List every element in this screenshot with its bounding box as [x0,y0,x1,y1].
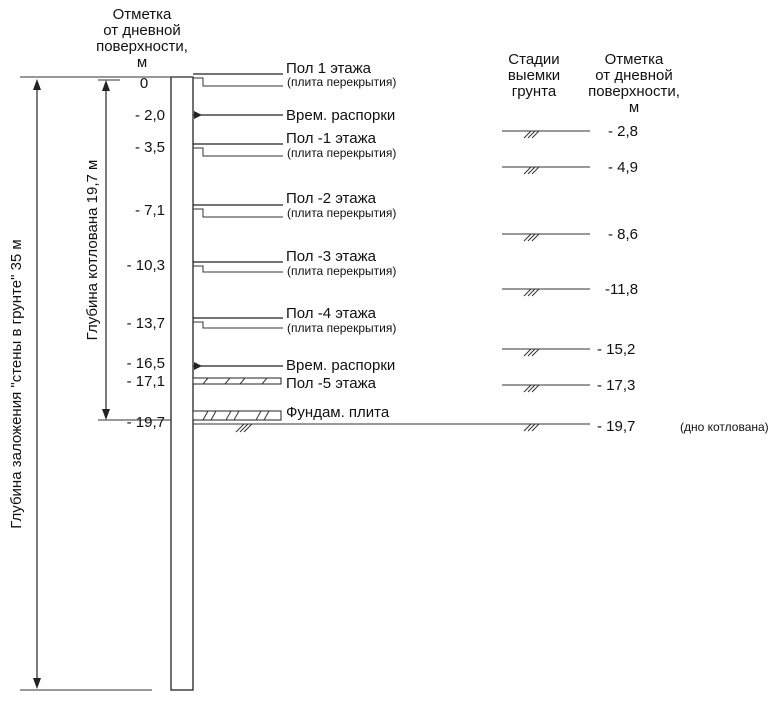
stage-marker [502,226,638,243]
elev-label-7: - 17,1 [126,373,165,390]
floor-minus-2-sub: (плита перекрытия) [287,206,397,220]
left-header-line-1: Отметка [112,6,172,23]
stage-elev-5: - 15,2 [597,341,636,358]
floor-minus-3-title: Пол -3 этажа [286,248,376,265]
slab-floor-1 [193,74,283,86]
floor-minus-3-sub: (плита перекрытия) [287,264,397,278]
stage-marker [502,159,638,176]
temporary-strut-1 [193,111,283,119]
stages-header-line-1: Стадии [508,51,560,68]
left-elevations [127,75,165,431]
stage-elev-4: -11,8 [605,281,639,298]
foundation-title: Фундам. плита [286,404,390,421]
right-elev-header-line-1: Отметка [604,51,664,68]
stages-header [508,51,560,100]
elev-label-6: - 16,5 [126,355,165,372]
elev-label-3: - 7,1 [134,202,165,219]
structural-elements [193,74,590,432]
foundation-slab [193,411,281,420]
floor-minus-1-sub: (плита перекрытия) [287,146,397,160]
stage-elev-2: - 4,9 [608,159,639,176]
stage-elev-6: - 17,3 [597,377,636,394]
elev-label-0: 0 [139,75,149,92]
left-header [96,6,188,71]
elev-label-1: - 2,0 [134,107,165,124]
right-elev-header-line-4: м [628,99,640,116]
stage-marker [502,377,635,394]
stage-elev-1: - 2,8 [608,123,639,140]
floor-1-title: Пол 1 этажа [286,60,371,77]
pit-depth-dimension [84,80,110,420]
right-elev-header-line-3: поверхности, [588,83,680,100]
wall-depth-label: Глубина заложения "стены в грунте" 35 м [8,239,25,529]
elev-label-2: - 3,5 [134,139,165,156]
floor-minus-1-title: Пол -1 этажа [286,130,376,147]
stage-marker [524,418,769,435]
slab-floor-minus-5 [193,378,281,384]
floor-minus-4-sub: (плита перекрытия) [287,321,397,335]
left-header-line-3: поверхности, [96,38,188,55]
left-header-line-2: от дневной [103,22,181,39]
elev-label-8: - 19,7 [126,414,165,431]
strut-1-title: Врем. распорки [286,107,396,124]
floor-labels [286,60,396,421]
stage-note: (дно котлована) [680,420,769,434]
right-elev-header-line-2: от дневной [595,67,673,84]
excavation-stages [502,123,769,435]
slab-floor-minus-4 [193,318,283,328]
stages-header-line-2: выемки [507,67,561,84]
right-elev-header [588,51,680,116]
floor-minus-4-title: Пол -4 этажа [286,305,376,322]
left-header-line-4: м [136,54,148,71]
strut-2-title: Врем. распорки [286,357,396,374]
stage-elev-7: - 19,7 [597,418,636,435]
floor-1-sub: (плита перекрытия) [287,75,397,89]
floor-minus-2-title: Пол -2 этажа [286,190,376,207]
slab-floor-minus-2 [193,205,283,217]
stage-marker [502,281,638,298]
stage-elev-3: - 8,6 [608,226,639,243]
stage-marker [502,123,638,140]
elev-label-4: - 10,3 [126,257,165,274]
floor-minus-5-title: Пол -5 этажа [286,375,376,392]
elev-label-5: - 13,7 [126,315,165,332]
pit-depth-label: Глубина котлована 19,7 м [84,159,101,341]
slab-floor-minus-3 [193,262,283,272]
diaphragm-wall [171,77,193,690]
stage-marker [502,341,635,358]
wall-depth-dimension [8,79,41,689]
slab-floor-minus-1 [193,144,283,156]
stages-header-line-3: грунта [511,83,557,100]
ground-hatch-pit [236,424,252,432]
temporary-strut-2 [193,362,283,370]
